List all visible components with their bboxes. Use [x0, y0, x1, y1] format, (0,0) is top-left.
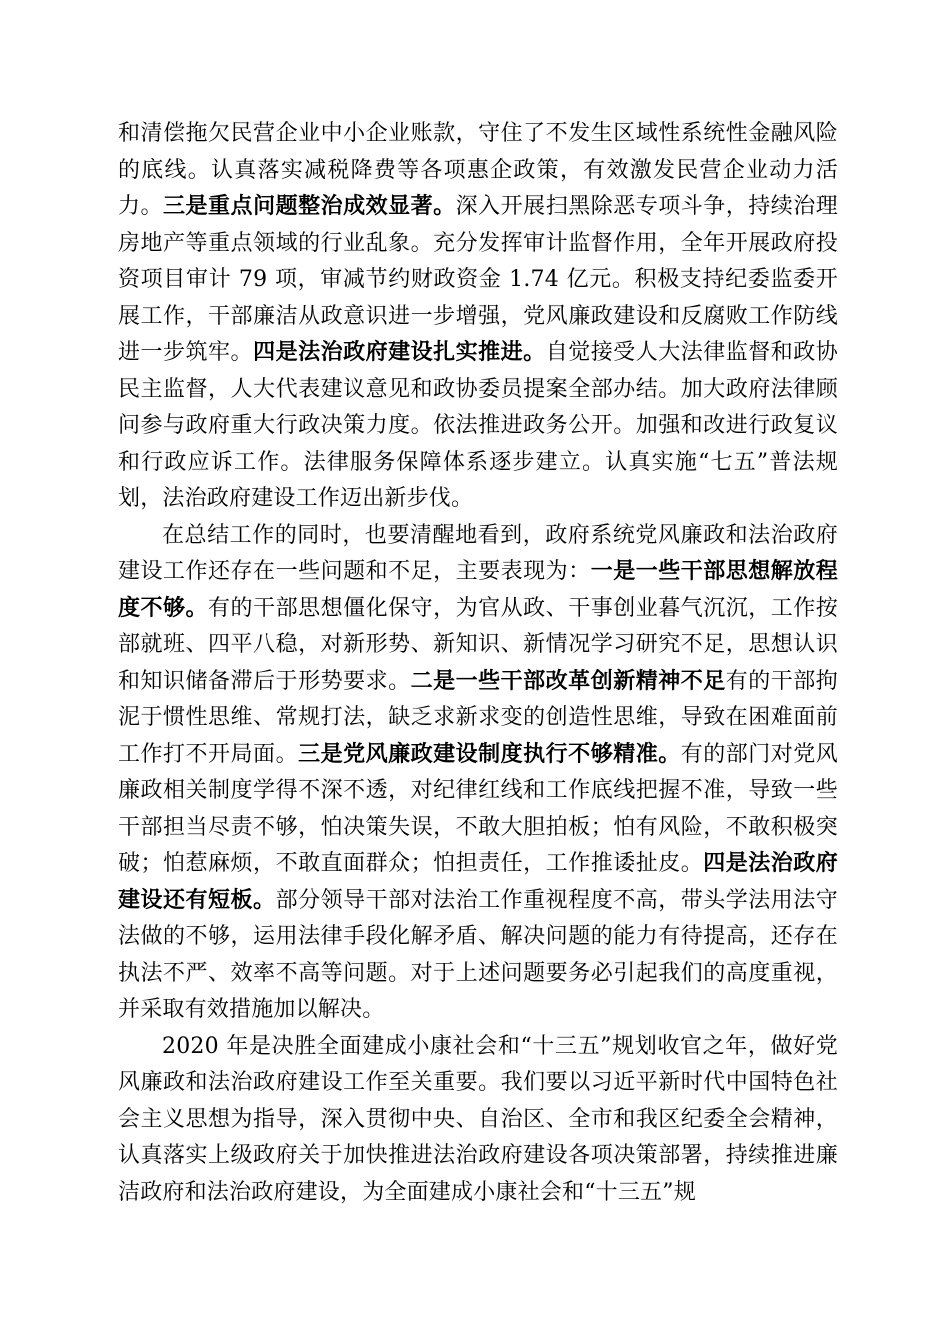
paragraph-2-text-5: 部分领导干部对法治工作重视程度不高，带头学法用法守法做的不够，运用法律手段化解矛盾、解决问题的能力有待提高，还存在执法不严、效率不高等问题。对于上述问题要务必引起我们的高度重视，并采取有效措施加以解决。 — [118, 887, 838, 1022]
paragraph-1-text-2: 深入开展扫黑除恶专项斗争，持续治理房地产等重点领域的行业乱象。充分发挥审计监督作用，全年开展政府投资项目审计 79 项，审减节约财政资金 1.74 亿元。积极支持纪委监委开展工作，干部廉洁从政意识进一步增强，党风廉政建设和反腐败工作防线进一步筑牢。 — [118, 194, 839, 365]
paragraph-1-text-1: 和清偿拖欠民营企业中小企业账款，守住了不发生区域性系统性金融风险的底线。认真落实减税降费等各项惠企政策，有效激发民营企业动力活力。 — [118, 121, 838, 219]
paragraph-1 — [118, 116, 838, 518]
paragraph-2-text-3: 有的干部拘泥于惯性思维、常规打法，缺乏求新求变的创造性思维，导致在困难面前工作打不开局面。 — [118, 668, 838, 767]
paragraph-2-text-4: 有的部门对党风廉政相关制度学得不深不透，对纪律红线和工作底线把握不准，导致一些干部担当尽责不够，怕决策失误，不敢大胆拍板；怕有风险，不敢积极突破；怕惹麻烦，不敢直面群众；怕担责任，工作推诿扯皮。 — [118, 741, 838, 876]
paragraph-3-text-1: 2020 年是决胜全面建成小康社会和“十三五”规划收官之年，做好党风廉政和法治政府建设工作至关重要。我们要以习近平新时代中国特色社会主义思想为指导，深入贯彻中央、自治区、全市和我区纪委全会精神，认真落实上级政府关于加快推进法治政府建设各项决策部署，持续推进廉洁政府和法治政府建设，为全面建成小康社会和“十三五”规 — [118, 1033, 838, 1205]
paragraph-1-heading-4: 四是法治政府建设扎实推进。 — [253, 340, 546, 365]
paragraph-2 — [118, 518, 838, 1029]
paragraph-3 — [118, 1029, 838, 1212]
paragraph-2-heading-4: 四是法治政府建设还有短板。 — [118, 851, 838, 913]
paragraph-2-text-2: 有的干部思想僵化保守，为官从政、干事创业暮气沉沉，工作按部就班、四平八稳，对新形势、新知识、新情况学习研究不足，思想认识和知识储备滞后于形势要求。 — [118, 595, 838, 694]
paragraph-2-heading-2: 二是一些干部改革创新精神不足 — [410, 668, 726, 694]
paragraph-2-heading-3: 三是党风廉政建设制度执行不够精准。 — [298, 741, 681, 767]
paragraph-2-heading-1: 一是一些干部思想解放程度不够。 — [118, 559, 838, 621]
paragraph-2-text-1: 在总结工作的同时，也要清醒地看到，政府系统党风廉政和法治政府建设工作还存在一些问题和不足，主要表现为： — [118, 522, 838, 584]
document-page — [118, 116, 838, 1211]
paragraph-1-text-3: 自觉接受人大法律监督和政协民主监督，人大代表建议意见和政协委员提案全部办结。加大政府法律顾问参与政府重大行政决策力度。依法推进政务公开。加强和改进行政复议和行政应诉工作。法律服务保障体系逐步建立。认真实施“七五”普法规划，法治政府建设工作迈出新步伐。 — [118, 340, 838, 511]
paragraph-1-heading-3: 三是重点问题整治成效显著。 — [163, 194, 456, 219]
